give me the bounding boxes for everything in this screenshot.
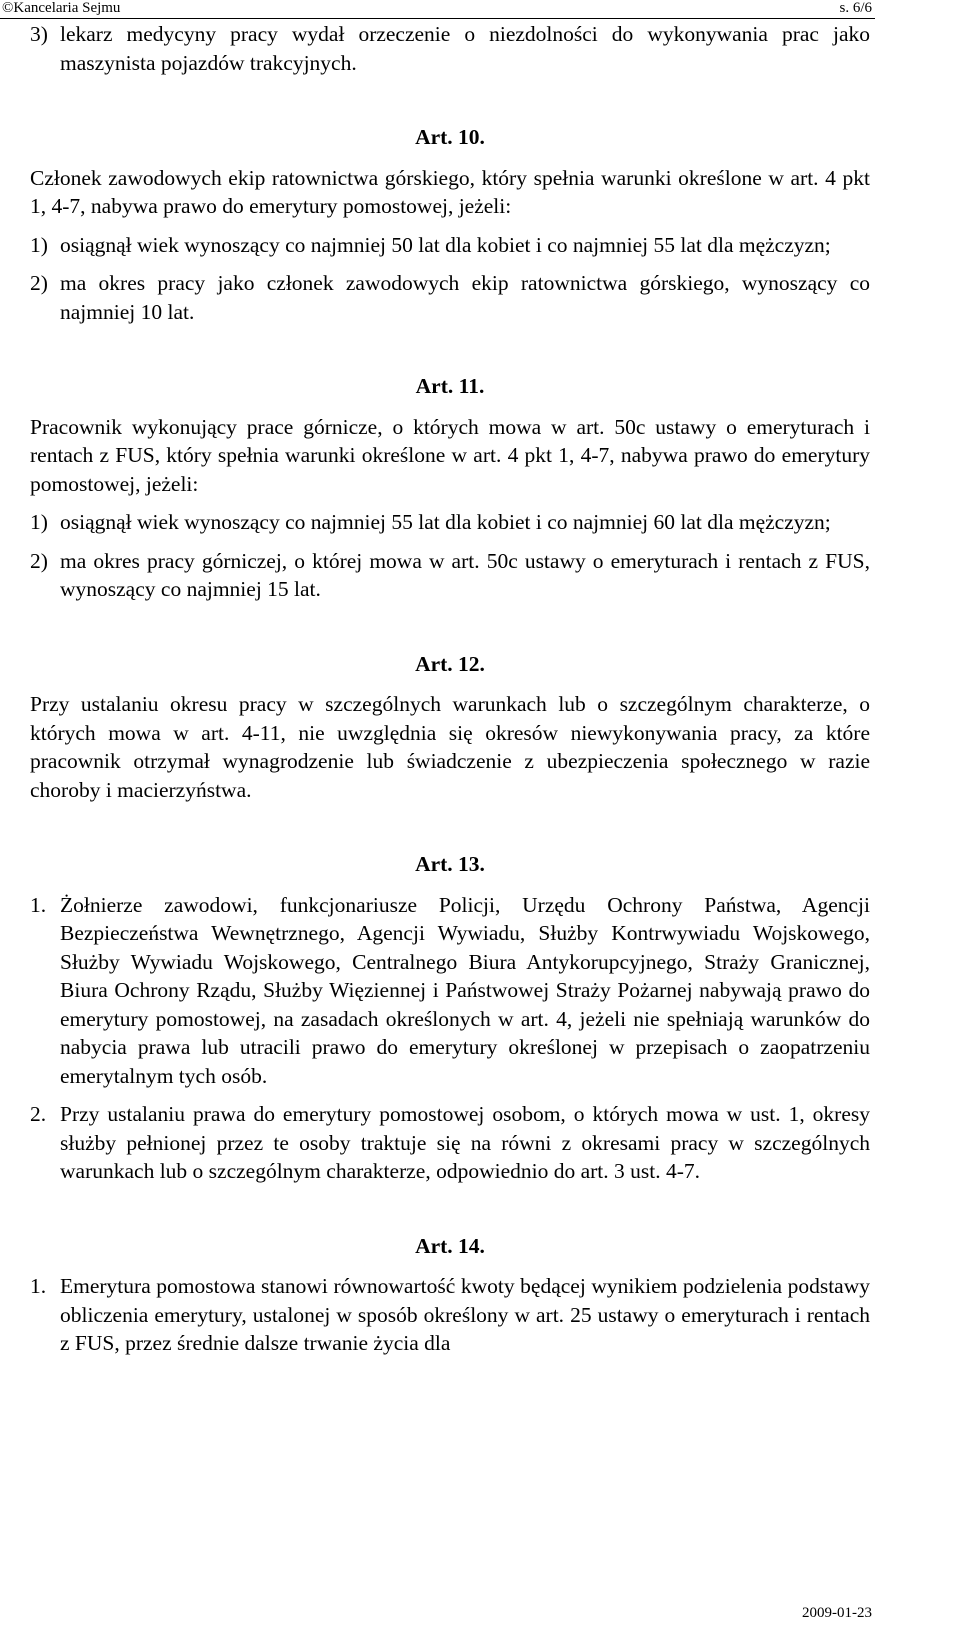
item-text: ma okres pracy górniczej, o której mowa w art. 50c ustawy o emeryturach i rentach z FUS, wynoszący co najmniej 15 lat.	[60, 548, 870, 601]
article-text: Przy ustalaniu okresu pracy w szczególnych warunkach lub o szczególnym charakterze, o których mowa w art. 4-11, nie uwzględnia się okresów niewykonywania pracy, za które pracownik otrzymał wynagrodzenie lub świadczenie z ubezpieczenia społecznego w razie choroby i macierzyństwa.	[30, 692, 870, 802]
item-text: lekarz medycyny pracy wydał orzeczenie o niezdolności do wykonywania prac jako maszynista pojazdów trakcyjnych.	[60, 22, 870, 75]
article-heading: Art. 13.	[415, 852, 485, 876]
item-number: 3)	[30, 22, 48, 46]
item-text: osiągnął wiek wynoszący co najmniej 55 lat dla kobiet i co najmniej 60 lat dla mężczyzn;	[60, 510, 831, 534]
item-number: 1)	[30, 232, 48, 257]
article-heading: Art. 12.	[415, 651, 485, 676]
article-intro: Pracownik wykonujący prace górnicze, o których mowa w art. 50c ustawy o emeryturach i rentach z FUS, który spełnia warunki określone w art. 4 pkt 1, 4-7, nabywa prawo do emerytury pomostowej, jeżeli:	[30, 414, 870, 496]
page-header	[0, 0, 960, 20]
item-number: 1.	[30, 892, 47, 917]
article-heading: Art. 11.	[415, 374, 485, 398]
header-rule	[0, 18, 875, 19]
list-item	[30, 269, 870, 326]
item-text: ma okres pracy jako członek zawodowych ekip ratownictwa górskiego, wynoszący co najmniej 10 lat.	[60, 271, 870, 324]
article-heading: Art. 10.	[415, 125, 485, 149]
article-heading: Art. 14.	[415, 1233, 485, 1258]
article-intro: Członek zawodowych ekip ratownictwa górskiego, który spełnia warunki określone w art. 4 pkt 1, 4-7, nabywa prawo do emerytury pomostowej, jeżeli:	[30, 165, 870, 218]
item-text: osiągnął wiek wynoszący co najmniej 50 lat dla kobiet i co najmniej 55 lat dla mężczyzn;	[60, 232, 831, 257]
header-publisher: ©Kancelaria Sejmu	[2, 0, 121, 16]
item-number: 2)	[30, 548, 48, 573]
list-item	[30, 508, 870, 537]
list-item	[30, 1100, 870, 1186]
list-item	[30, 547, 870, 604]
item-number: 1.	[30, 1274, 47, 1298]
list-item	[30, 891, 870, 1091]
page-footer-date: 2009-01-23	[802, 1605, 872, 1621]
item-text: Przy ustalaniu prawa do emerytury pomostowej osobom, o których mowa w ust. 1, okresy służby pełnionej przez te osoby traktuje się na równi z okresami pracy w szczególnych warunkach lub o szczególnym charakterze, odpowiednio do art. 3 ust. 4-7.	[60, 1102, 870, 1183]
list-item	[30, 231, 870, 260]
item-number: 1)	[30, 510, 48, 534]
document-body	[30, 20, 870, 1358]
item-text: Emerytura pomostowa stanowi równowartość kwoty będącej wynikiem podzielenia podstawy obliczenia emerytury, ustalonej w sposób określony w art. 25 ustawy o emeryturach i rentach z FUS, przez średnie dalsze trwanie życia dla	[60, 1274, 870, 1355]
item-number: 2)	[30, 271, 48, 295]
header-page-number: s. 6/6	[839, 0, 872, 16]
item-text: Żołnierze zawodowi, funkcjonariusze Policji, Urzędu Ochrony Państwa, Agencji Bezpieczeństwa Wewnętrznego, Agencji Wywiadu, Służby Kontrwywiadu Wojskowego, Służby Wywiadu Wojskowego, Centralnego Biura Antykorupcyjnego, Straży Granicznej, Biura Ochrony Rządu, Służby Więziennej i Państwowej Straży Pożarnej nabywają prawo do emerytury pomostowej, na zasadach określonych w art. 4, jeżeli nie spełniają warunków do nabycia prawa lub utracili prawo do emerytury określonej w przepisach o zaopatrzeniu emerytalnym tych osób.	[60, 892, 870, 1088]
item-number: 2.	[30, 1102, 47, 1126]
list-item	[30, 20, 870, 77]
list-item	[30, 1272, 870, 1358]
